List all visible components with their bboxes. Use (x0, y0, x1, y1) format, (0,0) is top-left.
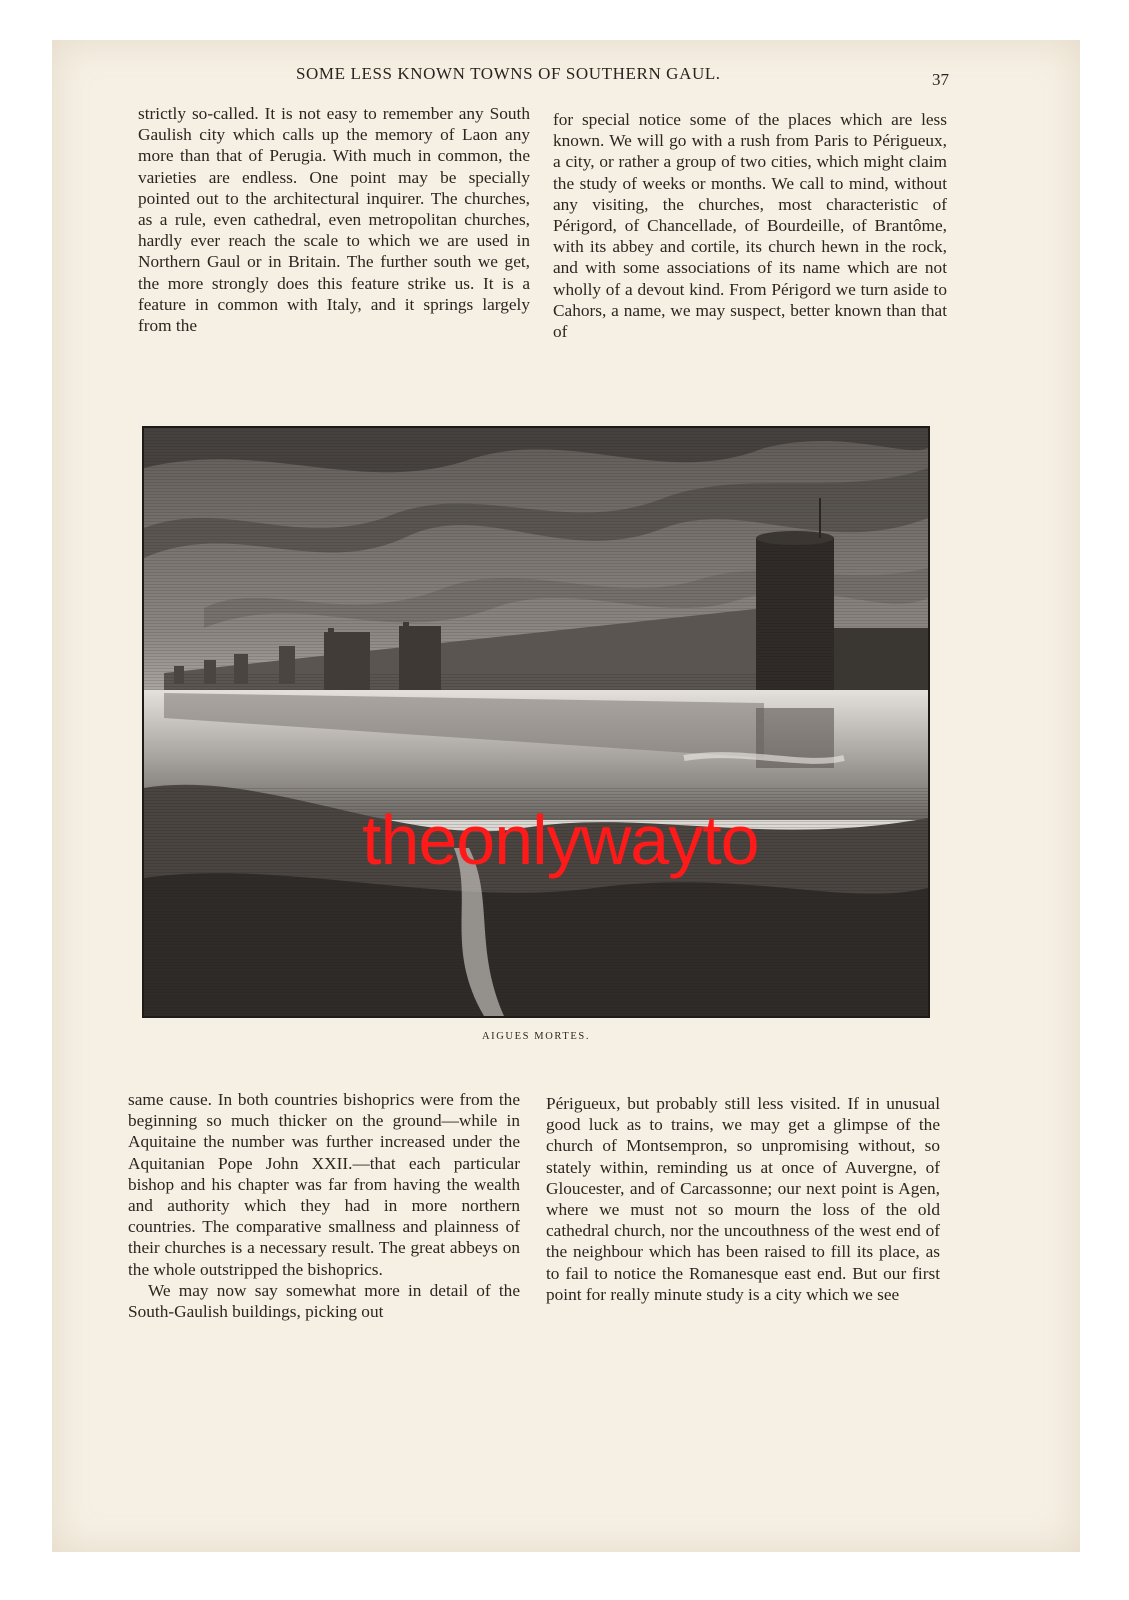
watermark: theonlywayto (362, 801, 759, 879)
text-column-top-right (553, 109, 947, 342)
illustration-caption: AIGUES MORTES. (481, 1031, 591, 1042)
paragraph: for special notice some of the places which are less known. We will go with a rush from Paris to Périgueux, a city, or rather a group of two cities, which might claim the study of weeks or months. We call to mind, without any visiting, the churches, most characteristic of Périgord, of Chancellade, of Bourdeille, of Brantôme, with its abbey and cortile, its church hewn in the rock, and with some associations of its name which are not wholly of a devout kind. From Périgord we turn aside to Cahors, a name, we may suspect, better known than that of (553, 110, 947, 342)
paragraph: We may now say somewhat more in detail of the South-Gaulish buildings, picking out (128, 1280, 520, 1322)
text-column-bottom-left (128, 1089, 520, 1322)
paragraph: Périgueux, but probably still less visited. If in unusual good luck as to trains, we may get a glimpse of the church of Montsempron, so unpromising without, so stately within, reminding us at once of Auvergne, of Gloucester, and of Carcassonne; our next point is Agen, where we must not so mourn the loss of the old cathedral church, nor the uncouthness of the west end of the neighbour which has been raised to fill its place, as to fail to notice the Romanesque east end. But our first point for really minute study is a city which we see (546, 1094, 940, 1304)
running-head: SOME LESS KNOWN TOWNS OF SOUTHERN GAUL. (296, 64, 721, 83)
paragraph: strictly so-called. It is not easy to remember any South Gaulish city which calls up the memory of Laon any more than that of Perugia. With much in common, the varieties are endless. One point may be specially pointed out to the architectural inquirer. The churches, as a rule, even cathedral, even metropolitan churches, hardly ever reach the scale to which we are used in Northern Gaul or in Britain. The further south we get, the more strongly does this feature strike us. It is a feature in common with Italy, and it springs largely from the (138, 104, 530, 336)
aigues-mortes-engraving (144, 428, 928, 1016)
text-column-top-left (138, 103, 530, 336)
engraving-illustration (142, 426, 930, 1018)
paragraph: same cause. In both countries bishoprics were from the beginning so much thicker on the ground—while in Aquitaine the number was further increased under the Aquitanian Pope John XXII.—that each particular bishop and his chapter was far from having the wealth and authority which they had in more northern countries. The comparative smallness and plainness of their churches is a necessary result. The great abbeys on the whole outstripped the bishoprics. (128, 1090, 520, 1279)
page-number: 37 (932, 70, 949, 89)
text-column-bottom-right (546, 1093, 940, 1305)
